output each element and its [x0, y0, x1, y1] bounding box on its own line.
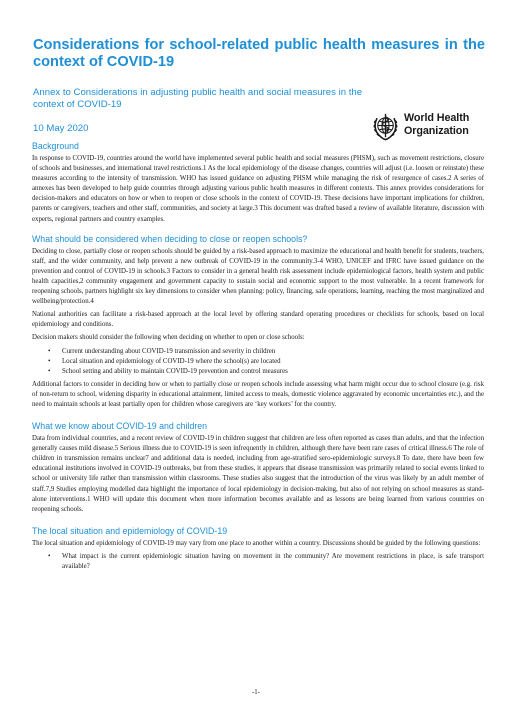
- list-item-text: School setting and ability to maintain COVID-19 prevention and control measures: [62, 367, 288, 375]
- section-considered: [32, 234, 484, 410]
- list-item: • School setting and ability to maintain COVID-19 prevention and control measures: [48, 367, 288, 375]
- document-body: [32, 141, 484, 575]
- paragraph: National authorities can facilitate a risk-based approach at the local level by offering standard operating procedures or checklists for schools, based on local epidemiology and conditions.: [32, 311, 484, 329]
- paragraph: Additional factors to consider in deciding how or when to partially close or reopen schools include assessing what harm might occur due to school closure (e.g. risk of non-return to school, widening disparity in educational attainment, limited access to meals, domestic violence aggravated by economic uncertainties etc.), and the need to maintain schools at least partially open for children whose caregivers are ‘key workers’ for the country.: [32, 380, 484, 408]
- list-item-text: Local situation and epidemiology of COVID-19 where the school(s) are located: [62, 357, 281, 365]
- list-item: • Current understanding about COVID-19 transmission and severity in children: [48, 347, 276, 355]
- list-item-text: Current understanding about COVID-19 transmission and severity in children: [62, 347, 276, 355]
- section-heading: What should be considered when deciding to close or reopen schools?: [32, 233, 308, 244]
- paragraph: Deciding to close, partially close or reopen schools should be guided by a risk-based approach to maximize the educational and health benefit for students, teachers, staff, and the wider community, and help prevent a new outbreak of COVID-19 in the community.3-4 WHO, UNICEF and IFRC have issued guidance on the prevention and control of COVID-19 in schools.3 Factors to consider in a general health risk assessment include epidemiological factors, health system and public health capacities,2 community engagement and government capacity to sustain social and economic support to the most vulnerable. In a recent framework for reopening schools, partners highlight six key dimensions to consider when planning: policy, financing, safe operations, learning, reaching the most marginalized and wellbeing/protection.4: [32, 247, 484, 306]
- page-number: -1-: [252, 689, 260, 696]
- section-heading: The local situation and epidemiology of COVID-19: [32, 525, 228, 536]
- who-logo-text: [404, 112, 488, 137]
- bullet-list: [32, 552, 484, 572]
- section-background: [32, 141, 484, 225]
- section-local: [32, 526, 484, 572]
- section-heading: Background: [32, 141, 79, 151]
- list-item-text: What impact is the current epidemiologic situation having on movement in the community? Are movement restrictions in place, is safe transport available?: [62, 552, 484, 570]
- paragraph: Data from individual countries, and a recent review of COVID-19 in children suggest that children are less often reported as cases than adults, and that the infection generally causes mild disease.5 Serious illness due to COVID-19 is seen infrequently in children, although there have been rare cases of critical illness.6 The role of children in transmission remains unclear7 and additional data is needed, including from age-stratified sero-epidemiologic surveys.8 To date, there have been few educational institutions involved in COVID-19 outbreaks, but from these studies, it appears that disease transmission was primarily related to social events linked to school or university life rather than transmission within classrooms. These studies also suggest that the introduction of the virus was likely by an adult member of staff.7,9 Studies employing modelled data highlight the importance of local epidemiology in decision-making, but also of not relying on school measures as stand-alone interventions.1 WHO will update this document when more information becomes available and as lessons are being learned from various countries on reopening schools.: [32, 435, 484, 513]
- document-subtitle: Annex to Considerations in adjusting public health and social measures in the context of COVID-19: [33, 87, 363, 110]
- paragraph: Decision makers should consider the following when deciding on whether to open or close schools:: [32, 334, 305, 342]
- bullet-list: [32, 347, 484, 377]
- paragraph: In response to COVID-19, countries around the world have implemented several public health and social measures (PHSM), such as movement restrictions, closure of schools and businesses, and international travel restrictions.1 As the local epidemiology of the disease changes, countries will adjust (i.e. loosen or reinstate) these measures according to the intensity of transmission. WHO has issued guidance on adjusting PHSM while managing the risk of resurgence of cases.2 A series of annexes has been developed to help guide countries through adjusting various public health measures in different contexts. This annex provides considerations for decision-makers and educators on how or when to reopen or close schools in the context of COVID-19. These decisions have important implications for children, parents or caregivers, teachers and other staff, communities, and society at large.3 This document was drafted based a review of available literature, discussion with experts, regional partners and country examples.: [32, 155, 484, 223]
- document-date: 10 May 2020: [33, 123, 89, 134]
- list-item: • Local situation and epidemiology of COVID-19 where the school(s) are located: [48, 357, 281, 365]
- list-item: • What impact is the current epidemiologic situation having on movement in the community? Are movement restrictions in place, is safe transport available?: [48, 552, 484, 570]
- who-logo: [370, 111, 485, 143]
- paragraph: The local situation and epidemiology of COVID-19 may vary from one place to another within a country. Discussions should be guided by the following questions:: [32, 539, 481, 547]
- document-title: Considerations for school-related public health measures in the context of COVID-19: [33, 37, 485, 70]
- who-logo-line1: World Health: [404, 112, 470, 124]
- section-heading: What we know about COVID-19 and children: [32, 421, 208, 432]
- who-emblem-icon: [370, 111, 401, 142]
- who-logo-line2: Organization: [404, 124, 469, 137]
- section-knowledge: [32, 421, 484, 515]
